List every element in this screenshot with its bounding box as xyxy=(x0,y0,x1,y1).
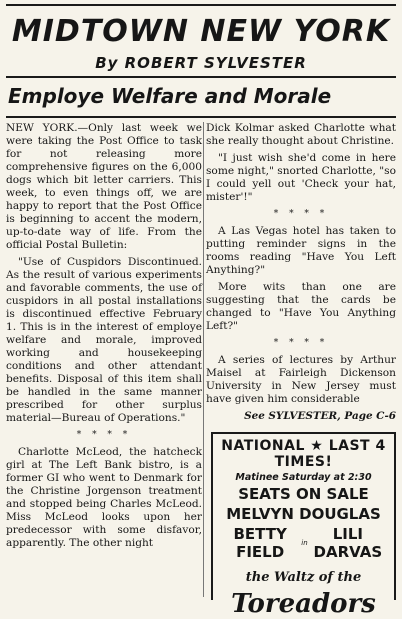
separator-stars: * * * * xyxy=(273,338,329,348)
ad-star-name: LILI DARVAS xyxy=(313,525,383,561)
paragraph: Dick Kolmar asked Charlotte what she really thought about Christine. xyxy=(206,122,396,147)
ad-star-name: MELVYN DOUGLAS xyxy=(226,505,381,523)
masthead xyxy=(6,4,396,78)
ad-seats: SEATS ON SALE xyxy=(238,485,369,503)
paragraph: Charlotte McLeod, the hatcheck girl at The Left Bank bistro, is a former GI who went to Denmark for the Christine Jorgenson treatment and stopped being Charles McLeod. Miss McLeod looks upon her predecessor with some disfavor, apparently. The other night xyxy=(6,446,202,549)
ad-matinee: Matinee Saturday at 2:30 xyxy=(235,472,372,483)
paragraph: "Use of Cuspidors Discontinued. As the result of various experiments and favorable comments, the use of cuspidors in all postal installations is discontinued effective February 1. This is in the interest of employe welfare and morale, improved working and housekeeping conditions and other attendant benefits. Disposal of this item shall be handled in the same manner prescribed for other surplus material—Bureau of Operations." xyxy=(6,256,202,424)
ad-star-row xyxy=(213,525,394,561)
paragraph: NEW YORK.—Only last week we were taking the Post Office to task for not releasing more comprehensive figures on the 6,000 dogs which bit letter carriers. This week, to even things off, we are happy to report that the Post Office is beginning to accent the modern, up-to-date way of life. From the official Postal Bulletin: xyxy=(6,122,202,251)
ad-star-name: BETTY FIELD xyxy=(233,525,287,561)
right-column xyxy=(206,122,396,423)
separator-stars: * * * * xyxy=(273,209,329,219)
ad-headline: NATIONAL ★ LAST 4 TIMES! xyxy=(221,438,386,470)
byline: By ROBERT SYLVESTER xyxy=(95,54,307,72)
left-column xyxy=(6,122,202,554)
ad-title-line: the Waltz of the xyxy=(245,570,362,585)
paragraph: More wits than one are suggesting that the cards be changed to "Have You Anything Left?" xyxy=(206,281,396,332)
continuation-line: See SYLVESTER, Page C-6 xyxy=(244,410,396,422)
paragraph: A series of lectures by Arthur Maisel at Fairleigh Dickenson University in New Jersey must have given him considerable xyxy=(206,354,396,405)
paragraph: A Las Vegas hotel has taken to putting reminder signs in the rooms reading "Have You Left Anything?" xyxy=(206,225,396,276)
ad-in-text: in xyxy=(301,539,308,547)
column-title: MIDTOWN NEW YORK xyxy=(11,14,391,49)
article-headline: Employe Welfare and Morale xyxy=(8,84,332,108)
column-divider xyxy=(203,122,204,597)
ad-show-title xyxy=(213,565,394,617)
paragraph: "I just wish she'd come in here some night," snorted Charlotte, "so I could yell out 'Check your hat, mister'!" xyxy=(206,152,396,203)
separator-stars: * * * * xyxy=(76,430,132,440)
theater-advertisement xyxy=(211,432,396,619)
headline-box xyxy=(6,82,396,118)
ad-title-line: Toreadors xyxy=(231,589,376,619)
